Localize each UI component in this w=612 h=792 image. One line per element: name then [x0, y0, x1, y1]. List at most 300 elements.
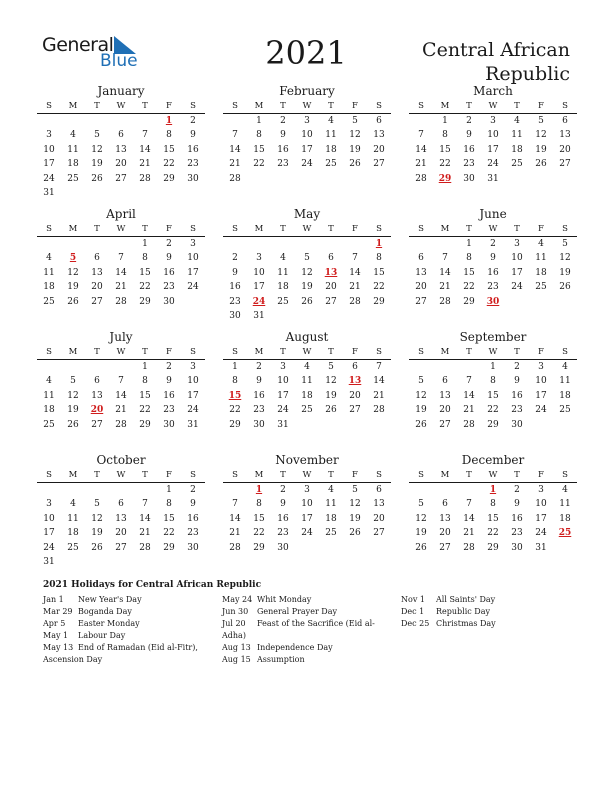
- weekday-label: W: [116, 470, 126, 480]
- day-cell: 10: [277, 376, 289, 387]
- holiday-column: [401, 594, 571, 630]
- weekday-label: F: [352, 224, 358, 234]
- day-cell: 8: [490, 499, 496, 510]
- day-cell: 10: [535, 499, 547, 510]
- day-cell: 17: [277, 390, 289, 401]
- day-cell: 19: [349, 144, 361, 155]
- day-cell: 5: [94, 499, 100, 510]
- day-cell: 28: [139, 542, 151, 553]
- day-cell: 14: [415, 144, 427, 155]
- day-cell: 20: [439, 528, 451, 539]
- day-grid: [409, 237, 577, 309]
- day-cell: 2: [514, 485, 520, 495]
- day-cell: 11: [511, 130, 523, 141]
- day-cell: 1: [256, 116, 262, 126]
- weekday-label: T: [94, 470, 100, 480]
- month-june: [409, 207, 577, 309]
- weekday-label: T: [466, 347, 472, 357]
- day-cell: 19: [415, 528, 427, 539]
- day-cell: 10: [253, 267, 265, 278]
- day-cell: 24: [301, 159, 313, 170]
- holiday-item: [401, 618, 571, 630]
- day-cell: 1: [142, 239, 148, 249]
- day-cell: 12: [349, 499, 361, 510]
- empty-cell: [37, 360, 61, 374]
- weekday-label: F: [166, 470, 172, 480]
- day-cell: 23: [277, 159, 289, 170]
- day-cell: 23: [163, 405, 175, 416]
- day-cell: 7: [418, 130, 424, 141]
- holiday-name: Boganda Day: [78, 607, 132, 616]
- empty-cell: [409, 483, 433, 497]
- day-cell: 16: [253, 390, 265, 401]
- day-cell: 25: [67, 542, 79, 553]
- weekday-label: W: [488, 224, 498, 234]
- empty-cell: [61, 237, 85, 251]
- day-cell: 15: [487, 513, 499, 524]
- day-cell: 27: [439, 542, 451, 553]
- day-cell: 20: [559, 144, 571, 155]
- holiday-date: Dec 25: [401, 619, 430, 628]
- day-cell: 21: [439, 282, 451, 293]
- day-cell: 9: [514, 376, 520, 387]
- day-cell: 25: [511, 159, 523, 170]
- weekday-header: [409, 468, 577, 483]
- logo-text-general: General: [42, 34, 114, 56]
- day-cell: 1: [442, 116, 448, 126]
- empty-cell: [85, 483, 109, 497]
- holiday-day-cell: 1: [489, 485, 497, 495]
- day-cell: 9: [166, 253, 172, 264]
- day-cell: 15: [253, 513, 265, 524]
- day-cell: 13: [439, 513, 451, 524]
- day-cell: 23: [487, 282, 499, 293]
- country-title: [370, 38, 570, 86]
- day-cell: 17: [535, 390, 547, 401]
- day-cell: 6: [376, 116, 382, 126]
- month-july: [37, 330, 205, 432]
- day-cell: 7: [466, 376, 472, 387]
- day-cell: 21: [229, 528, 241, 539]
- day-cell: 27: [325, 296, 337, 307]
- day-cell: 18: [559, 513, 571, 524]
- day-cell: 25: [277, 296, 289, 307]
- weekday-label: M: [68, 224, 78, 234]
- month-january: [37, 84, 205, 200]
- day-cell: 20: [373, 144, 385, 155]
- empty-cell: [223, 114, 247, 128]
- day-cell: 13: [415, 267, 427, 278]
- day-cell: 8: [256, 130, 262, 141]
- holiday-day-cell: 1: [375, 239, 383, 249]
- day-cell: 11: [301, 376, 313, 387]
- day-cell: 8: [442, 130, 448, 141]
- holiday-item: [222, 606, 392, 618]
- day-cell: 14: [373, 376, 385, 387]
- day-cell: 7: [352, 253, 358, 264]
- day-grid: [409, 360, 577, 432]
- weekday-label: T: [328, 224, 334, 234]
- day-cell: 12: [349, 130, 361, 141]
- weekday-label: F: [352, 347, 358, 357]
- empty-cell: [61, 360, 85, 374]
- day-cell: 7: [142, 130, 148, 141]
- holiday-item: [401, 606, 571, 618]
- day-grid: [37, 360, 205, 432]
- day-cell: 4: [46, 253, 52, 264]
- day-cell: 21: [115, 282, 127, 293]
- day-cell: 8: [166, 130, 172, 141]
- day-cell: 11: [67, 513, 79, 524]
- day-cell: 24: [535, 528, 547, 539]
- day-cell: 9: [466, 130, 472, 141]
- holiday-name: General Prayer Day: [257, 607, 338, 616]
- day-grid: [37, 114, 205, 200]
- day-cell: 26: [415, 419, 427, 430]
- day-cell: 9: [232, 267, 238, 278]
- day-cell: 17: [43, 528, 55, 539]
- weekday-label: M: [254, 101, 264, 111]
- empty-cell: [409, 237, 433, 251]
- holiday-name: End of Ramadan (Eid al-Fitr),: [78, 643, 198, 652]
- weekday-label: M: [440, 347, 450, 357]
- day-cell: 12: [301, 267, 313, 278]
- day-grid: [223, 483, 391, 555]
- day-cell: 16: [163, 267, 175, 278]
- month-name: March: [473, 84, 513, 98]
- day-cell: 10: [43, 144, 55, 155]
- day-cell: 30: [229, 310, 241, 321]
- weekday-label: T: [328, 347, 334, 357]
- holiday-item: [222, 630, 392, 642]
- empty-cell: [85, 114, 109, 128]
- day-cell: 27: [115, 542, 127, 553]
- day-cell: 11: [325, 130, 337, 141]
- day-cell: 22: [253, 159, 265, 170]
- day-cell: 19: [535, 144, 547, 155]
- day-cell: 1: [142, 362, 148, 372]
- day-cell: 22: [487, 405, 499, 416]
- day-cell: 11: [535, 253, 547, 264]
- weekday-label: T: [142, 101, 148, 111]
- weekday-label: W: [302, 101, 312, 111]
- weekday-label: W: [116, 224, 126, 234]
- day-grid: [223, 237, 391, 323]
- day-cell: 10: [301, 130, 313, 141]
- day-cell: 7: [118, 253, 124, 264]
- day-grid: [409, 114, 577, 186]
- empty-cell: [457, 360, 481, 374]
- day-cell: 29: [139, 296, 151, 307]
- holiday-day-cell: 20: [90, 405, 104, 416]
- holiday-day-cell: 1: [255, 485, 263, 495]
- empty-cell: [433, 483, 457, 497]
- empty-cell: [133, 114, 157, 128]
- holiday-date: Jan 1: [43, 595, 64, 604]
- day-cell: 6: [376, 485, 382, 495]
- day-cell: 15: [139, 390, 151, 401]
- weekday-label: M: [440, 101, 450, 111]
- day-cell: 3: [190, 239, 196, 249]
- weekday-label: M: [68, 347, 78, 357]
- day-cell: 20: [91, 282, 103, 293]
- weekday-label: S: [232, 224, 238, 234]
- day-cell: 23: [229, 296, 241, 307]
- day-cell: 29: [229, 419, 241, 430]
- month-name: April: [106, 207, 136, 221]
- day-cell: 3: [304, 116, 310, 126]
- day-cell: 6: [418, 253, 424, 264]
- day-cell: 16: [187, 513, 199, 524]
- day-cell: 14: [229, 513, 241, 524]
- empty-cell: [37, 114, 61, 128]
- day-cell: 12: [415, 390, 427, 401]
- weekday-label: S: [562, 224, 568, 234]
- weekday-header: [223, 468, 391, 483]
- day-cell: 29: [253, 542, 265, 553]
- empty-cell: [37, 483, 61, 497]
- weekday-label: M: [68, 101, 78, 111]
- day-cell: 2: [514, 362, 520, 372]
- day-cell: 16: [277, 144, 289, 155]
- day-cell: 23: [511, 528, 523, 539]
- day-cell: 23: [187, 528, 199, 539]
- day-cell: 17: [187, 390, 199, 401]
- day-cell: 16: [187, 144, 199, 155]
- weekday-label: T: [94, 101, 100, 111]
- day-cell: 16: [511, 390, 523, 401]
- holiday-date: Nov 1: [401, 595, 425, 604]
- weekday-label: F: [166, 101, 172, 111]
- holiday-column: [222, 594, 392, 666]
- day-cell: 9: [190, 499, 196, 510]
- day-cell: 28: [415, 173, 427, 184]
- holiday-name: Adha): [222, 631, 246, 640]
- month-name: September: [459, 330, 527, 344]
- month-name: December: [461, 453, 525, 467]
- day-cell: 19: [559, 267, 571, 278]
- weekday-label: S: [190, 224, 196, 234]
- day-cell: 25: [43, 419, 55, 430]
- day-cell: 4: [562, 485, 568, 495]
- day-cell: 18: [325, 144, 337, 155]
- weekday-label: S: [418, 101, 424, 111]
- holiday-item: [43, 630, 213, 642]
- day-cell: 27: [91, 419, 103, 430]
- country-line-2: Republic: [485, 63, 570, 85]
- day-cell: 27: [559, 159, 571, 170]
- holiday-day-cell: 30: [486, 296, 500, 307]
- weekday-header: [37, 468, 205, 483]
- day-cell: 11: [559, 376, 571, 387]
- day-cell: 23: [277, 528, 289, 539]
- weekday-header: [223, 222, 391, 237]
- weekday-label: T: [280, 101, 286, 111]
- day-cell: 2: [166, 239, 172, 249]
- holiday-day-cell: 15: [228, 390, 242, 401]
- day-cell: 21: [415, 159, 427, 170]
- day-cell: 19: [91, 159, 103, 170]
- day-cell: 20: [415, 282, 427, 293]
- day-cell: 2: [190, 485, 196, 495]
- day-cell: 4: [304, 362, 310, 372]
- day-cell: 17: [301, 513, 313, 524]
- holiday-date: May 24: [222, 595, 253, 604]
- day-cell: 1: [232, 362, 238, 372]
- day-cell: 21: [463, 405, 475, 416]
- day-cell: 15: [163, 144, 175, 155]
- weekday-label: W: [302, 470, 312, 480]
- holiday-item: [401, 594, 571, 606]
- holiday-day-cell: 13: [324, 267, 338, 278]
- day-cell: 21: [463, 528, 475, 539]
- holiday-name: Whit Monday: [257, 595, 312, 604]
- weekday-label: T: [328, 470, 334, 480]
- weekday-label: S: [562, 470, 568, 480]
- day-cell: 6: [562, 116, 568, 126]
- day-cell: 18: [67, 528, 79, 539]
- day-cell: 31: [43, 187, 55, 198]
- weekday-label: T: [466, 224, 472, 234]
- day-cell: 27: [115, 173, 127, 184]
- day-cell: 15: [373, 267, 385, 278]
- day-cell: 24: [187, 282, 199, 293]
- weekday-label: S: [190, 101, 196, 111]
- day-grid: [37, 237, 205, 309]
- year-title: 2021: [265, 34, 347, 72]
- day-cell: 24: [487, 159, 499, 170]
- day-cell: 13: [373, 130, 385, 141]
- weekday-label: W: [488, 101, 498, 111]
- day-grid: [409, 483, 577, 555]
- weekday-label: S: [232, 347, 238, 357]
- weekday-label: F: [538, 224, 544, 234]
- empty-cell: [109, 114, 133, 128]
- day-cell: 26: [535, 159, 547, 170]
- day-cell: 4: [514, 116, 520, 126]
- day-cell: 28: [373, 405, 385, 416]
- day-cell: 23: [163, 282, 175, 293]
- day-cell: 9: [490, 253, 496, 264]
- weekday-label: S: [46, 101, 52, 111]
- day-cell: 14: [139, 513, 151, 524]
- weekday-label: S: [190, 470, 196, 480]
- holiday-item: [43, 654, 213, 666]
- day-cell: 3: [256, 253, 262, 264]
- day-cell: 4: [46, 376, 52, 387]
- day-grid: [37, 483, 205, 569]
- day-cell: 17: [535, 513, 547, 524]
- day-cell: 17: [43, 159, 55, 170]
- holiday-item: [43, 594, 213, 606]
- day-cell: 27: [373, 159, 385, 170]
- day-cell: 18: [559, 390, 571, 401]
- day-cell: 21: [139, 159, 151, 170]
- day-cell: 13: [115, 513, 127, 524]
- day-cell: 29: [487, 542, 499, 553]
- holiday-day-cell: 5: [69, 253, 77, 264]
- day-cell: 13: [115, 144, 127, 155]
- day-cell: 4: [328, 116, 334, 126]
- day-cell: 5: [328, 362, 334, 372]
- day-cell: 13: [373, 499, 385, 510]
- empty-cell: [457, 483, 481, 497]
- day-cell: 8: [142, 376, 148, 387]
- day-cell: 5: [538, 116, 544, 126]
- day-cell: 6: [442, 376, 448, 387]
- day-cell: 20: [373, 513, 385, 524]
- day-cell: 31: [535, 542, 547, 553]
- month-name: June: [479, 207, 507, 221]
- weekday-label: T: [280, 470, 286, 480]
- day-cell: 29: [163, 542, 175, 553]
- day-cell: 1: [490, 362, 496, 372]
- day-cell: 8: [490, 376, 496, 387]
- day-cell: 8: [232, 376, 238, 387]
- day-cell: 8: [466, 253, 472, 264]
- day-cell: 27: [349, 405, 361, 416]
- empty-cell: [37, 237, 61, 251]
- day-cell: 31: [487, 173, 499, 184]
- day-cell: 5: [562, 239, 568, 249]
- day-cell: 6: [94, 376, 100, 387]
- day-cell: 27: [373, 528, 385, 539]
- weekday-label: T: [142, 470, 148, 480]
- day-cell: 2: [280, 116, 286, 126]
- day-cell: 10: [535, 376, 547, 387]
- day-cell: 12: [325, 376, 337, 387]
- day-cell: 6: [328, 253, 334, 264]
- day-cell: 15: [139, 267, 151, 278]
- day-cell: 17: [301, 144, 313, 155]
- weekday-label: W: [116, 101, 126, 111]
- day-cell: 27: [91, 296, 103, 307]
- day-cell: 30: [511, 419, 523, 430]
- month-march: [409, 84, 577, 186]
- weekday-header: [223, 345, 391, 360]
- empty-cell: [85, 237, 109, 251]
- day-cell: 12: [415, 513, 427, 524]
- day-cell: 14: [439, 267, 451, 278]
- holiday-name: Assumption: [257, 655, 305, 664]
- holiday-name: Independence Day: [257, 643, 333, 652]
- month-december: [409, 453, 577, 555]
- month-name: October: [96, 453, 146, 467]
- holiday-item: [222, 594, 392, 606]
- month-name: May: [293, 207, 321, 221]
- day-cell: 30: [463, 173, 475, 184]
- day-cell: 22: [139, 405, 151, 416]
- weekday-label: F: [538, 101, 544, 111]
- day-cell: 2: [232, 253, 238, 264]
- weekday-label: S: [376, 224, 382, 234]
- holiday-item: [43, 606, 213, 618]
- holiday-date: Jun 30: [222, 607, 249, 616]
- day-cell: 28: [115, 419, 127, 430]
- day-cell: 11: [43, 267, 55, 278]
- empty-cell: [109, 483, 133, 497]
- day-cell: 19: [415, 405, 427, 416]
- empty-cell: [409, 114, 433, 128]
- day-cell: 9: [256, 376, 262, 387]
- weekday-label: T: [94, 224, 100, 234]
- day-cell: 6: [118, 499, 124, 510]
- weekday-header: [409, 99, 577, 114]
- weekday-label: S: [46, 470, 52, 480]
- weekday-label: T: [514, 101, 520, 111]
- holiday-name: Easter Monday: [78, 619, 140, 628]
- weekday-label: T: [328, 101, 334, 111]
